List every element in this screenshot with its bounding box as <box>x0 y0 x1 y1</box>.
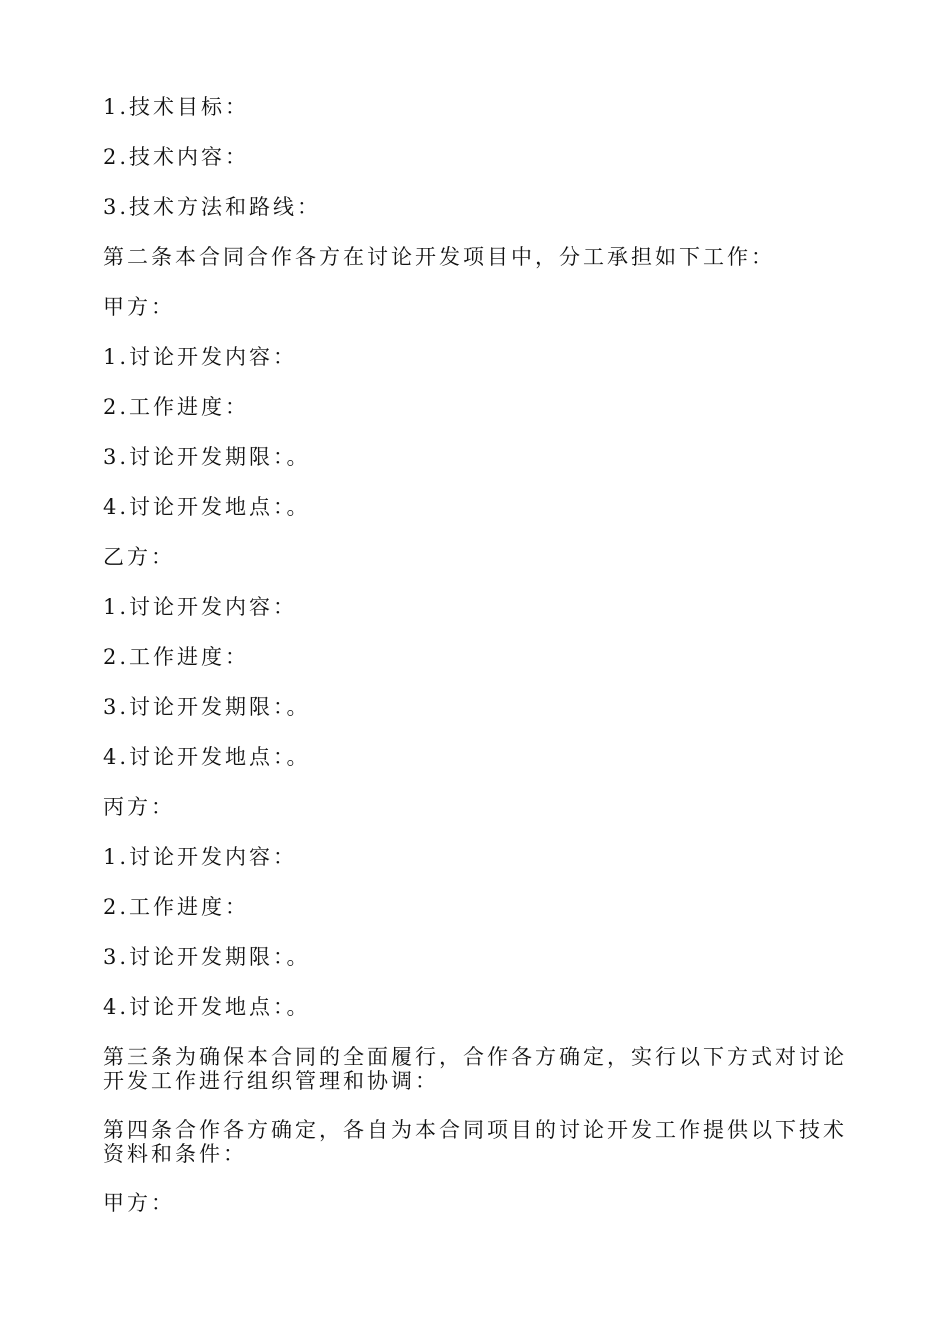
technical-content-line: 2.技术内容： <box>103 145 250 169</box>
party-c-heading: 丙方： <box>103 795 175 819</box>
party-a-content: 1.讨论开发内容： <box>103 345 298 369</box>
technical-goal-line: 1.技术目标： <box>103 95 250 119</box>
party-a-heading-2: 甲方： <box>103 1191 175 1215</box>
article-2-heading: 第二条本合同合作各方在讨论开发项目中，分工承担如下工作： <box>103 245 775 269</box>
party-c-location: 4.讨论开发地点：。 <box>103 995 311 1019</box>
party-b-period: 3.讨论开发期限：。 <box>103 695 311 719</box>
party-b-progress: 2.工作进度： <box>103 645 250 669</box>
party-b-content: 1.讨论开发内容： <box>103 595 298 619</box>
party-a-period: 3.讨论开发期限：。 <box>103 445 311 469</box>
article-3-paragraph <box>103 1045 863 1093</box>
party-c-period: 3.讨论开发期限：。 <box>103 945 311 969</box>
document-body <box>103 95 863 1241</box>
article-3-line-2: 开发工作进行组织管理和协调： <box>103 1069 439 1093</box>
party-b-heading: 乙方： <box>103 545 175 569</box>
party-a-progress: 2.工作进度： <box>103 395 250 419</box>
article-4-paragraph <box>103 1118 863 1166</box>
technical-method-line: 3.技术方法和路线： <box>103 195 322 219</box>
article-4-line-1: 第四条合作各方确定，各自为本合同项目的讨论开发工作提供以下技术 <box>103 1118 847 1142</box>
party-b-location: 4.讨论开发地点：。 <box>103 745 311 769</box>
party-a-heading: 甲方： <box>103 295 175 319</box>
article-4-line-2: 资料和条件： <box>103 1142 247 1166</box>
party-c-content: 1.讨论开发内容： <box>103 845 298 869</box>
party-c-progress: 2.工作进度： <box>103 895 250 919</box>
party-a-location: 4.讨论开发地点：。 <box>103 495 311 519</box>
article-3-line-1: 第三条为确保本合同的全面履行，合作各方确定，实行以下方式对讨论 <box>103 1045 847 1069</box>
